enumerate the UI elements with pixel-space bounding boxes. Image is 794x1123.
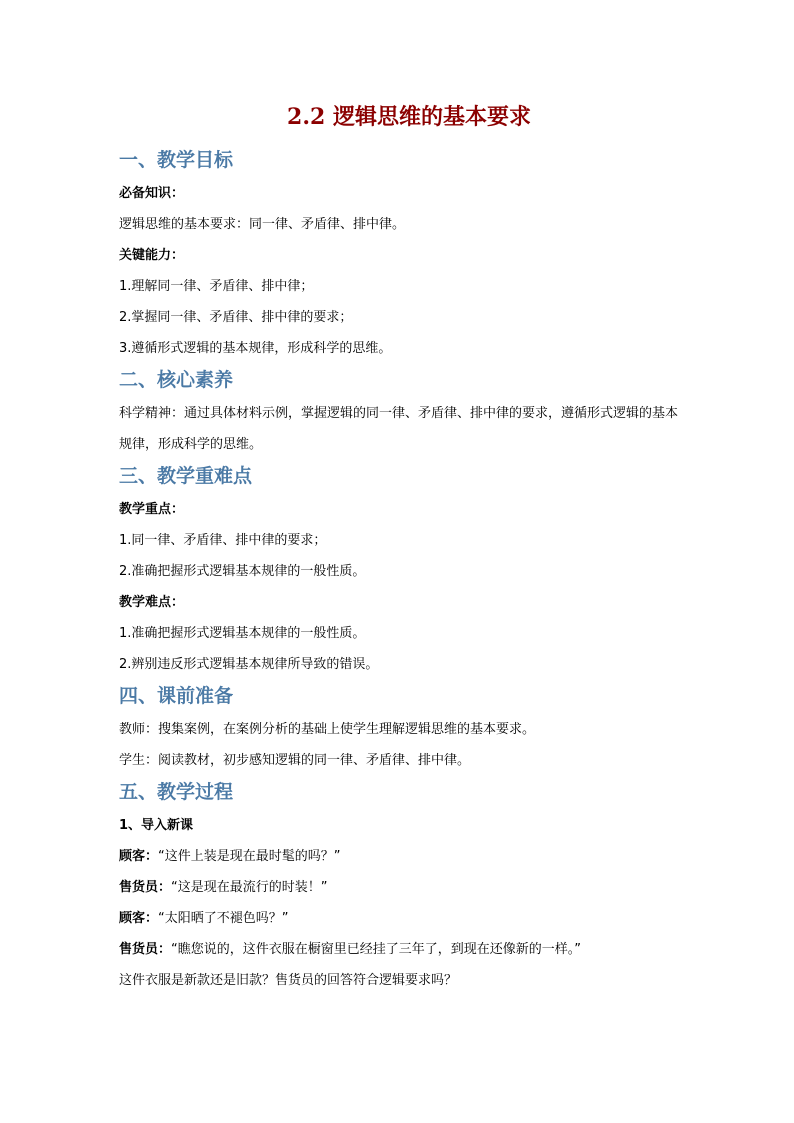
key-ability-item: 1.理解同一律、矛盾律、排中律； xyxy=(119,279,314,294)
dialog-text: “太阳晒了不褪色吗？” xyxy=(158,911,289,926)
key-ability-item: 2.掌握同一律、矛盾律、排中律的要求； xyxy=(119,310,353,325)
student-preparation: 学生：阅读教材，初步感知逻辑的同一律、矛盾律、排中律。 xyxy=(119,753,471,768)
dialog-speaker: 售货员： xyxy=(119,880,172,895)
dialog-line xyxy=(119,934,684,965)
dialog-text: “瞧您说的，这件衣服在橱窗里已经挂了三年了，到现在还像新的一样。” xyxy=(171,942,581,957)
key-ability-item: 3.遵循形式逻辑的基本规律，形成科学的思维。 xyxy=(119,341,392,356)
section-heading-teaching-goals: 一、教学目标 xyxy=(119,149,234,171)
teaching-focus-item: 1.同一律、矛盾律、排中律的要求； xyxy=(119,533,327,548)
section-heading-preparation: 四、课前准备 xyxy=(119,685,234,707)
core-literacy-text: 科学精神：通过具体材料示例，掌握逻辑的同一律、矛盾律、排中律的要求，遵循形式逻辑的基本规律，形成科学的思维。 xyxy=(119,406,679,452)
section-heading-core-literacy: 二、核心素养 xyxy=(119,369,234,391)
teaching-difficulty-item: 1.准确把握形式逻辑基本规律的一般性质。 xyxy=(119,626,366,641)
teacher-preparation: 教师：搜集案例，在案例分析的基础上使学生理解逻辑思维的基本要求。 xyxy=(119,722,536,737)
teaching-focus-label: 教学重点： xyxy=(119,502,185,517)
required-knowledge-text: 逻辑思维的基本要求：同一律、矛盾律、排中律。 xyxy=(119,217,406,232)
document-title: 2.2 逻辑思维的基本要求 xyxy=(287,104,531,130)
section-heading-teaching-process: 五、教学过程 xyxy=(119,781,234,803)
dialog-speaker: 顾客： xyxy=(119,849,159,864)
intro-question: 这件衣服是新款还是旧款？售货员的回答符合逻辑要求吗？ xyxy=(119,973,458,988)
dialog-text: “这是现在最流行的时装！” xyxy=(171,880,328,895)
step-intro-label: 1、导入新课 xyxy=(119,818,194,833)
teaching-difficulty-label: 教学难点： xyxy=(119,595,185,610)
dialog-line xyxy=(119,903,684,934)
required-knowledge-label: 必备知识： xyxy=(119,186,185,201)
teaching-focus-item: 2.准确把握形式逻辑基本规律的一般性质。 xyxy=(119,564,366,579)
dialog-line xyxy=(119,841,684,872)
section-heading-key-difficult-points: 三、教学重难点 xyxy=(119,465,253,487)
dialog-text: “这件上装是现在最时髦的吗？” xyxy=(158,849,341,864)
teaching-difficulty-item: 2.辨别违反形式逻辑基本规律所导致的错误。 xyxy=(119,657,379,672)
dialog-line xyxy=(119,872,684,903)
dialog-speaker: 顾客： xyxy=(119,911,159,926)
key-ability-label: 关键能力： xyxy=(119,248,185,263)
dialog-speaker: 售货员： xyxy=(119,942,172,957)
